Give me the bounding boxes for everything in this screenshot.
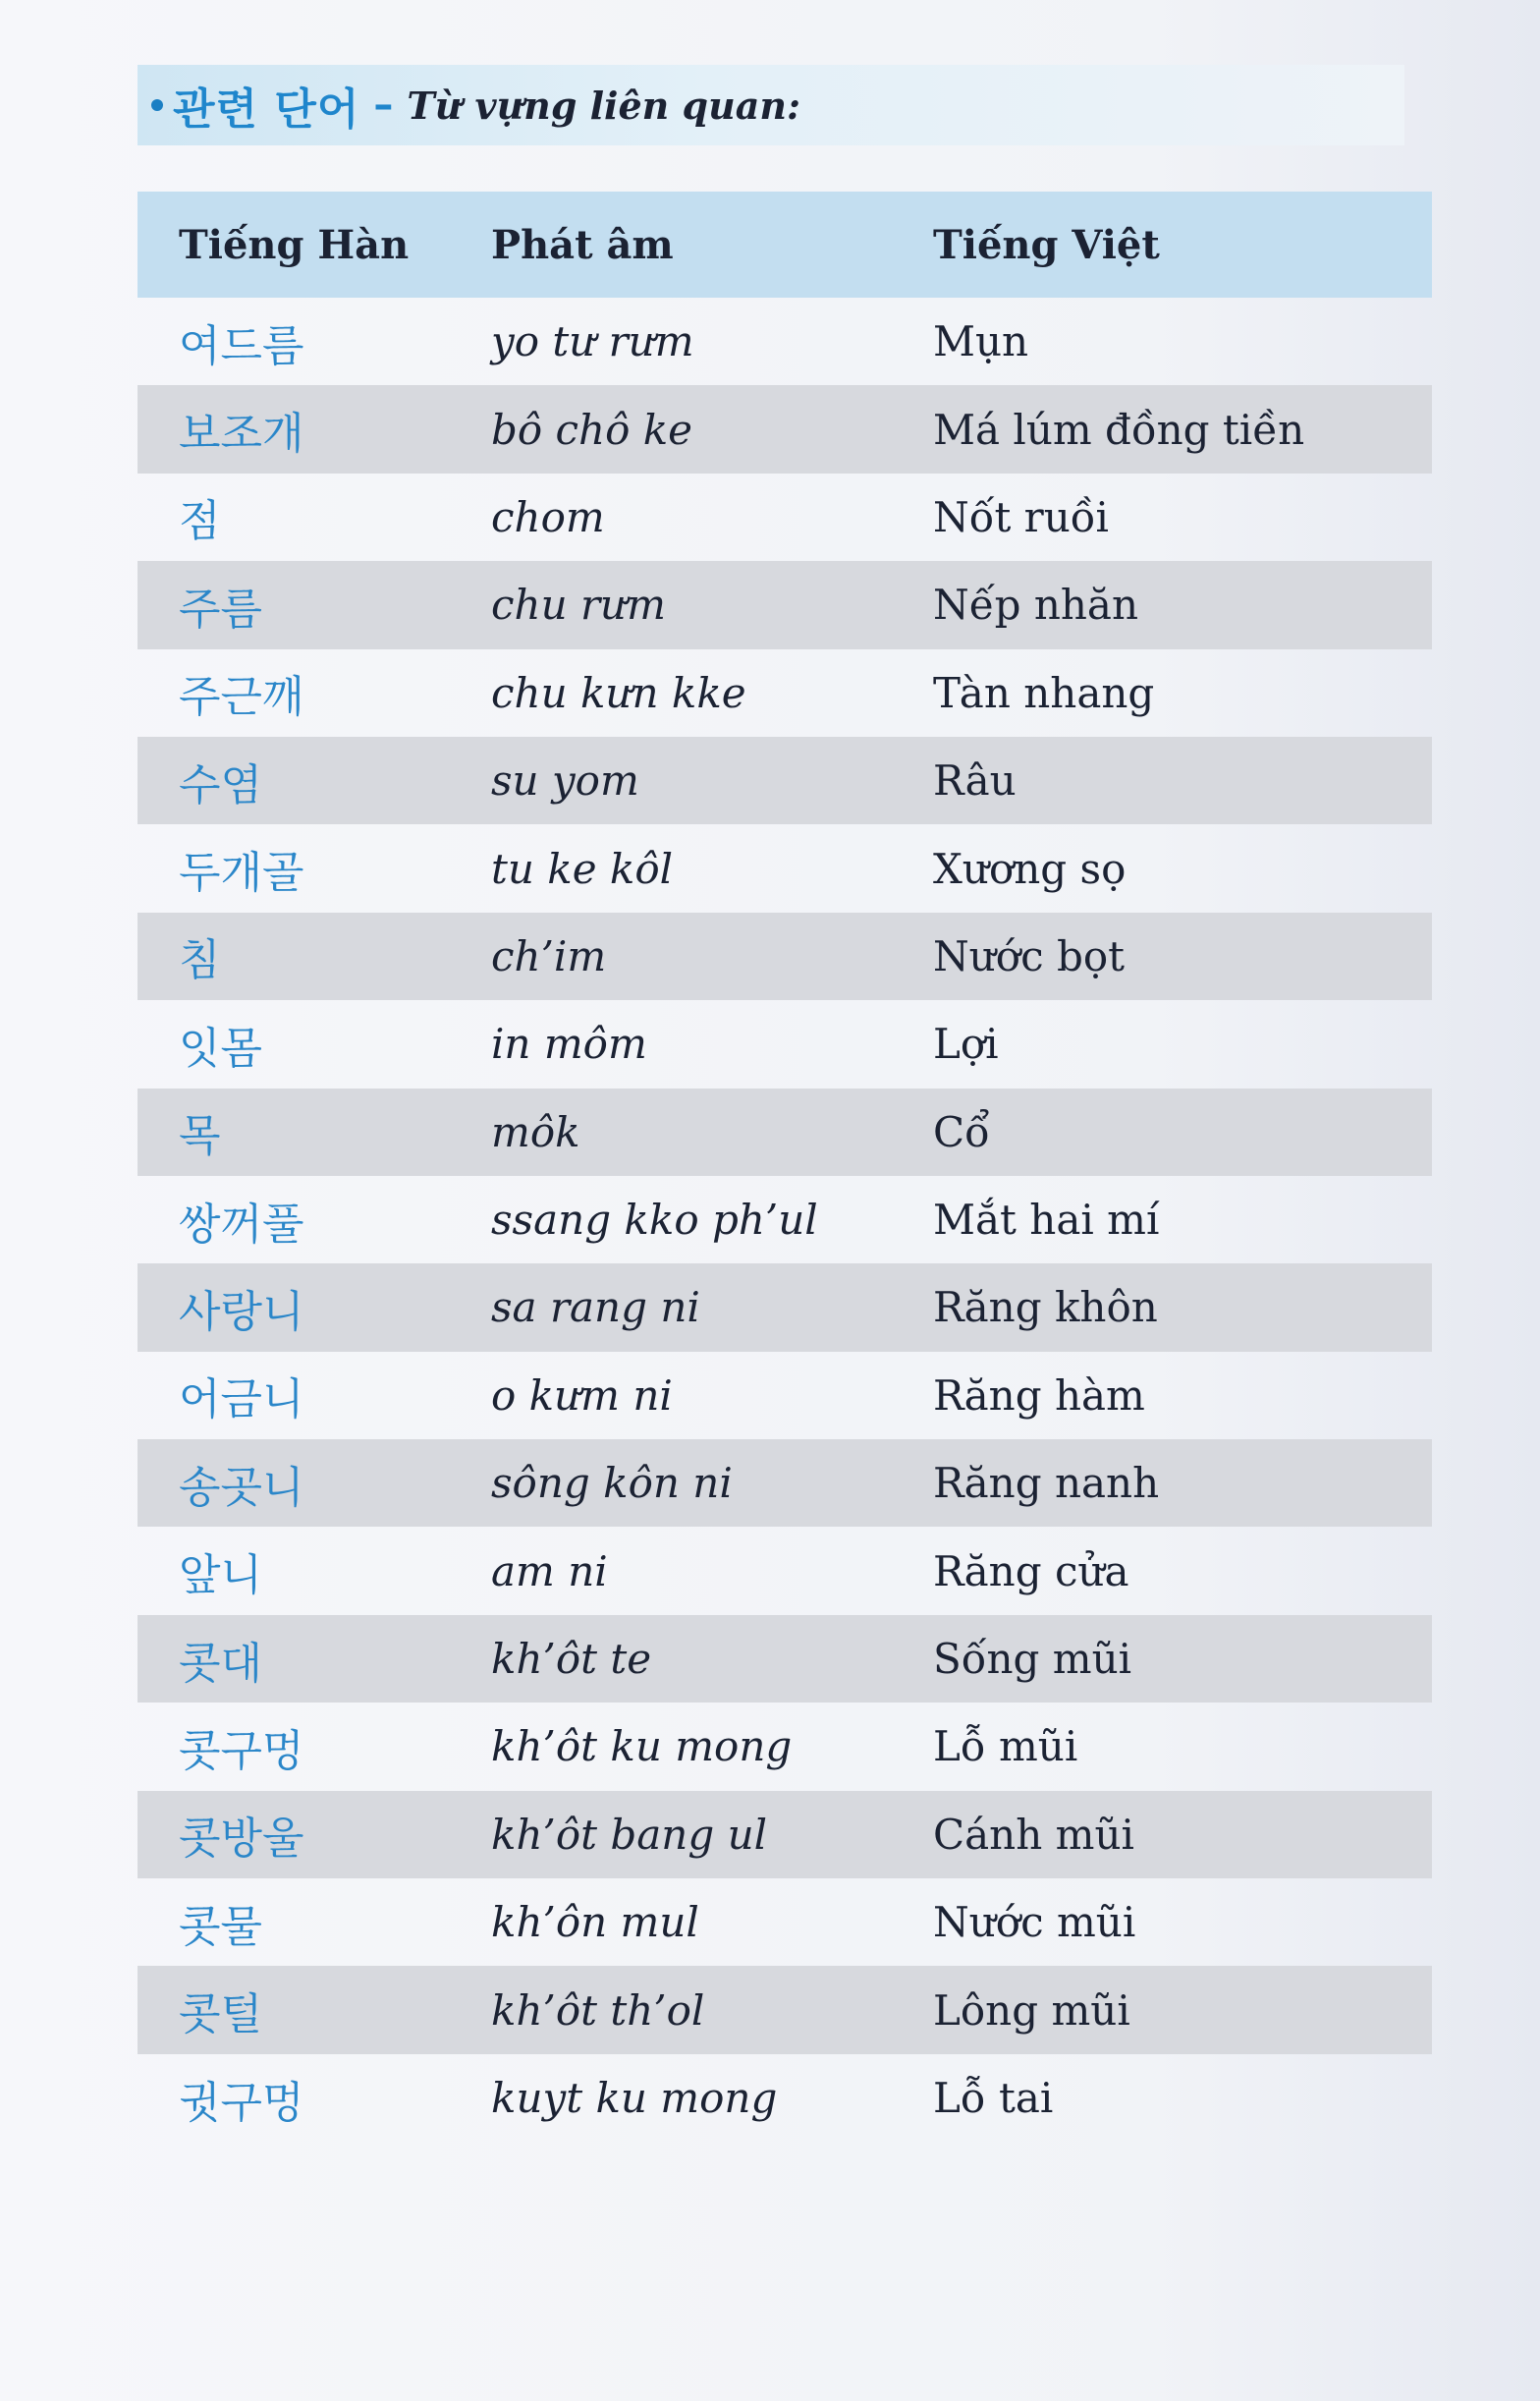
cell-pronunciation: o kưm ni: [491, 1370, 673, 1420]
table-row: [138, 1176, 1432, 1263]
cell-vietnamese: Nốt ruồi: [933, 492, 1109, 541]
cell-korean: 점: [179, 496, 221, 547]
table-row: [138, 913, 1432, 1000]
table-header: [138, 192, 1432, 298]
cell-korean: 앞니: [179, 1550, 263, 1601]
cell-pronunciation: yo tư rưm: [491, 317, 694, 366]
cell-vietnamese: Má lúm đồng tiền: [933, 405, 1305, 454]
cell-korean: 보조개: [179, 409, 304, 460]
cell-korean: 주근깨: [179, 672, 304, 723]
table-row: [138, 1439, 1432, 1527]
cell-vietnamese: Lông mũi: [933, 1985, 1130, 2035]
cell-pronunciation: kuyt ku mong: [491, 2074, 778, 2122]
cell-pronunciation: kh’ôt ku mong: [491, 1722, 793, 1771]
cell-pronunciation: kh’ôn mul: [491, 1898, 699, 1947]
table-row: [138, 1263, 1432, 1351]
table-row: [138, 824, 1432, 912]
cell-pronunciation: tu ke kôl: [491, 844, 674, 893]
cell-pronunciation: bô chô ke: [491, 405, 693, 454]
table-row: [138, 1089, 1432, 1176]
cell-vietnamese: Cổ: [933, 1107, 990, 1156]
cell-korean: 콧털: [179, 1989, 263, 2040]
table-row: [138, 2054, 1432, 2142]
cell-korean: 여드름: [179, 320, 304, 371]
table-row: [138, 1615, 1432, 1703]
cell-korean: 송곳니: [179, 1462, 304, 1513]
cell-vietnamese: Cánh mũi: [933, 1810, 1134, 1859]
heading-korean: 관련 단어: [173, 84, 360, 135]
header-vietnamese: Tiếng Việt: [933, 221, 1160, 268]
cell-vietnamese: Răng nanh: [933, 1459, 1160, 1508]
heading-separator: –: [373, 83, 394, 128]
cell-korean: 침: [179, 935, 221, 986]
table-row: [138, 1791, 1432, 1878]
cell-pronunciation: in môm: [491, 1020, 647, 1069]
cell-vietnamese: Lỗ mũi: [933, 1722, 1078, 1771]
cell-korean: 콧대: [179, 1638, 263, 1689]
cell-korean: 콧물: [179, 1901, 263, 1952]
cell-pronunciation: sa rang ni: [491, 1283, 700, 1332]
table-row: [138, 737, 1432, 824]
cell-korean: 쌍꺼풀: [179, 1199, 304, 1250]
cell-vietnamese: Mắt hai mí: [933, 1196, 1160, 1245]
cell-pronunciation: ch’im: [491, 931, 607, 980]
cell-vietnamese: Tàn nhang: [933, 668, 1155, 717]
cell-korean: 콧구멍: [179, 1725, 304, 1776]
table-row: [138, 474, 1432, 561]
cell-pronunciation: am ni: [491, 1546, 608, 1595]
header-pronunciation: Phát âm: [491, 221, 674, 268]
header-korean: Tiếng Hàn: [179, 221, 410, 268]
cell-pronunciation: sông kôn ni: [491, 1459, 733, 1508]
cell-korean: 두개골: [179, 848, 304, 899]
cell-pronunciation: kh’ôt te: [491, 1635, 652, 1684]
table-row: [138, 1703, 1432, 1790]
cell-pronunciation: ssang kko ph’ul: [491, 1196, 818, 1245]
section-heading: [138, 65, 1404, 145]
cell-korean: 잇몸: [179, 1023, 263, 1074]
table-row: [138, 298, 1432, 385]
cell-korean: 콧방울: [179, 1814, 304, 1865]
table-row: [138, 1966, 1432, 2053]
cell-vietnamese: Răng hàm: [933, 1370, 1145, 1420]
cell-vietnamese: Lợi: [933, 1020, 999, 1069]
cell-pronunciation: môk: [491, 1107, 580, 1156]
table-row: [138, 649, 1432, 737]
cell-vietnamese: Nước mũi: [933, 1898, 1136, 1947]
cell-vietnamese: Nước bọt: [933, 931, 1126, 980]
cell-korean: 귓구멍: [179, 2077, 304, 2128]
cell-pronunciation: su yom: [491, 756, 639, 806]
heading-vietnamese: Từ vựng liên quan:: [407, 83, 800, 128]
cell-vietnamese: Mụn: [933, 317, 1029, 366]
cell-korean: 목: [179, 1111, 221, 1162]
cell-vietnamese: Nếp nhăn: [933, 581, 1139, 630]
cell-korean: 수염: [179, 759, 263, 810]
cell-vietnamese: Răng cửa: [933, 1546, 1129, 1595]
table-row: [138, 1878, 1432, 1966]
table-row: [138, 1000, 1432, 1088]
table-row: [138, 1352, 1432, 1439]
cell-vietnamese: Xương sọ: [933, 844, 1127, 893]
cell-korean: 주름: [179, 584, 263, 635]
table-body: [138, 298, 1432, 2142]
table-row: [138, 385, 1432, 473]
cell-vietnamese: Răng khôn: [933, 1283, 1158, 1332]
cell-korean: 사랑니: [179, 1286, 304, 1337]
table-row: [138, 561, 1432, 648]
cell-vietnamese: Lỗ tai: [933, 2074, 1054, 2122]
vocabulary-table: [138, 192, 1432, 2142]
cell-pronunciation: kh’ôt bang ul: [491, 1810, 768, 1859]
cell-korean: 어금니: [179, 1374, 304, 1425]
cell-pronunciation: chu rưm: [491, 581, 666, 630]
cell-pronunciation: chom: [491, 492, 605, 541]
cell-pronunciation: chu kưn kke: [491, 668, 746, 717]
table-row: [138, 1527, 1432, 1614]
cell-vietnamese: Sống mũi: [933, 1635, 1132, 1684]
cell-pronunciation: kh’ôt th’ol: [491, 1985, 705, 2035]
cell-vietnamese: Râu: [933, 756, 1017, 806]
bullet-icon: [151, 99, 163, 111]
